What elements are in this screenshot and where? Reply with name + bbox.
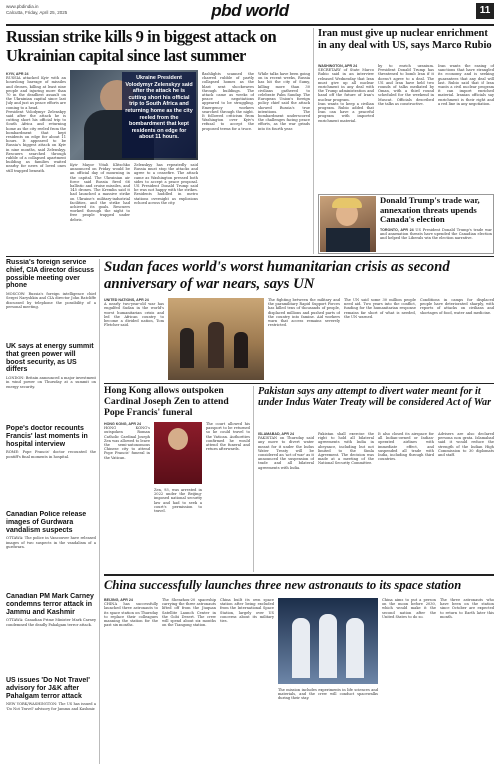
brief: Canadian PM Mark Carney condemns terror attack in Jammu and Kashmir OTTAWA: Canadian Prime Minister Mark Carney condemned the deadly Pahalgam terror attack. bbox=[6, 593, 96, 627]
pakistan-headline: Pakistan says any attempt to divert water meant for it under Indus Water Treaty will be considered Act of War bbox=[258, 386, 492, 409]
china-story-col5: China aims to put a person on the moon before 2030, which would make it the second nation after the United States to do so. bbox=[382, 598, 436, 619]
brief: Canadian Police release images of Gurdwara vandalism suspects OTTAWA: The police in Vancouver have released images of two suspects in the vandalism of a gurdwara. bbox=[6, 511, 96, 549]
pakistan-lede: PAKISTAN on Thursday said any move to divert water meant for it under the Indus Water Treaty will be considered an 'act of war' as it announced the suspension of trade and all bilateral agreements with India. bbox=[258, 436, 314, 470]
china-story-col4: The mission includes experiments in life sciences and materials, and the crew will conduct spacewalks during their stay. bbox=[278, 688, 378, 701]
sudan-lede: A nearly two-year-old war has engulfed Sudan in the world's worst humanitarian crisis and led the African country to become a divided nation, Tom Fletcher said. bbox=[104, 302, 164, 328]
trump-hair bbox=[332, 198, 362, 208]
page-number: 11 bbox=[476, 3, 494, 19]
sudan-story-col3: The UN said some 30 million people need aid. Two years into the conflict, funding for the humanitarian response remains far short of what is needed, the UN warned. bbox=[344, 298, 416, 319]
brief: Russia's foreign service chief, CIA director discuss possible meeting over phone MOSCOW: Russia's foreign intelligence chief Sergei Naryshkin and CIA director John Ratcliffe discussed by telephone the possibility of a personal meeting. bbox=[6, 259, 96, 309]
russia-lede: RUSSIA attacked Kyiv with an hourslong barrage of missiles and drones, killing at least nine people and injuring more than 70 in the deadliest assault on the Ukrainian capital since last July and just as peace efforts are coming to a head. bbox=[6, 76, 66, 110]
sudan-photo bbox=[168, 298, 264, 380]
china-story-col3: China built its own space station after being excluded from the International Space Station, largely over US concerns about its military ties. bbox=[220, 598, 274, 624]
russia-story-col2: Kyiv Mayor Vitali Klitschko announced on Friday would be an official day of mourning in the capital. The Ukrainian air force said Russia fired 66 ballistic and cruise missiles, and 145 drones. The Kremlin said it had launched a massive strike on Ukraine's military-industrial facilities, and the strike had achieved its goals. Rescuers worked through the night to free people trapped under debris. bbox=[70, 163, 130, 222]
russia-story-col4: flashlights scanned the charred rubble of partly collapsed homes as the blast sent shockwaves through buildings. The attack came as weeks of peace negotiations appeared to be struggling. Emergency workers searched through the night. It followed criticism from Washington over Kyiv's refusal to accept the proposed terms for a truce. bbox=[202, 72, 254, 131]
china-story-col6: The three astronauts who have been on the station since October are expected to return to Earth later this month. bbox=[440, 598, 494, 619]
russia-story-col3: Zelenskyy has repeatedly said Russia must stop the attacks and agree to a ceasefire. The attack came as Washington pressed both sides to accept a peace proposal. US President Donald Trump said he was not happy with the strikes. Residents huddled in metro stations overnight as explosions echoed across the city. bbox=[134, 163, 198, 205]
hongkong-story-col2: Zen, 93, was arrested in 2022 under the Beijing-imposed national security law and had to seek a court's permission to travel. bbox=[154, 488, 202, 514]
logo: pbd world bbox=[211, 1, 289, 20]
sudan-story-col4: Conditions in camps for displaced people have deteriorated sharply, with reports of attacks on civilians and shortages of food, water and medicine. bbox=[420, 298, 494, 315]
brief: Pope's doctor recounts Francis' last moments in hospital interview ROME: Pope Francis' doctor recounted the pontiff's final moments in hospital. bbox=[6, 425, 96, 459]
russia-story-col1: KYIV, APR 24 RUSSIA attacked Kyiv with an hourslong barrage of missiles and drones, killing at least nine people and injuring more than 70 in the deadliest assault on the Ukrainian capital since last July and just as peace efforts are coming to a head. President Volodymyr Zelenskyy said after the attack he is cutting short his official trip to South Africa and returning home as the city reeled from the bombardment that kept residents on edge for about 11 hours. It appeared to be Russia's biggest attack on Kyiv in nine months, said Zelenskyy. Rescuers searched through rubble of a collapsed apartment building as families waited nearby for news of loved ones still trapped beneath. bbox=[6, 72, 66, 173]
iran-headline: Iran must give up nuclear enrichment in any deal with US, says Marco Rubio bbox=[318, 28, 492, 51]
trump-photo bbox=[320, 196, 376, 252]
china-headline: China successfully launches three new astronauts to its space station bbox=[104, 578, 462, 592]
cardinal-zen-photo bbox=[154, 422, 202, 484]
hongkong-headline: Hong Kong allows outspoken Cardinal Joseph Zen to attend Pope Francis' funeral bbox=[104, 386, 229, 418]
astronaut-figure bbox=[346, 618, 364, 678]
person-figure bbox=[234, 332, 248, 368]
canada-story: TORONTO, APR 24 US President Donald Trump's trade war and annexation threats have upended the Canadian election and helped the Liberals win the election narrative. bbox=[380, 228, 492, 241]
hongkong-story-col1: HONG KONG, APR 24 HONG KONG's outspoken Roman Catholic Cardinal Joseph Zen was allowed to leave the semi-autonomous Chinese city to attend Pope Francis' funeral in the Vatican. bbox=[104, 422, 150, 460]
iran-story-col1: WASHINGTON, APR 24 SECRETARY of State Marco Rubio said in an interview released Wednesday that Iran must give up all nuclear enrichment in any deal with the Trump administration and hand off the future of Iran's nuclear program. Iran wants to keep a civilian program. Rubio added that Iran can have a peaceful program with imported enrichment material. bbox=[318, 64, 374, 123]
pakistan-story-col4: Advisers are also declared persona non grata. Islamabad said it would reduce the strength of the Indian High Commission to 30 diplomats and staff. bbox=[438, 432, 494, 458]
brief: US issues 'Do Not Travel' advisory for J&K after Pahalgam terror attack NEW YORK/WASHINGTON: The US has issued a 'Do Not Travel' advisory for Jammu and Kashmir. bbox=[6, 677, 96, 711]
website-url[interactable]: www.pbdindia.in bbox=[6, 4, 39, 9]
pakistan-story-col3: It also closed its airspace for all Indian-owned or Indian-operated airlines with immediate effect, and suspended all trade with India, including through third countries. bbox=[378, 432, 434, 462]
china-story-col1: BEIJING, APR 24 CHINA has successfully launched three astronauts to its space station on Thursday to replace their colleagues manning the station for the past six months. bbox=[104, 598, 158, 628]
hongkong-story-col3: The court allowed his passport to be returned so he could travel to the Vatican. Authorities confirmed he would attend the funeral and return afterwards. bbox=[206, 422, 250, 452]
person-head bbox=[168, 428, 188, 450]
china-story-col2: The Shenzhou-20 spaceship carrying the three astronauts lifted off from the Jiuquan Satellite Launch Center in the Gobi Desert. The crew will spend about six months on the Tiangong station. bbox=[162, 598, 216, 628]
sudan-headline: Sudan faces world's worst humanitarian crisis as second anniversary of war nears, says UN bbox=[104, 259, 450, 292]
pullquote: Ukraine President Volodymyr Zelenskyy said after the attack he is cutting short his official trip to South Africa and returning home as the city reeled from the bombardment that kept residents on edge for about 11 hours. bbox=[122, 72, 196, 158]
sudan-story-col2: The fighting between the military and the paramilitary Rapid Support Forces has killed tens of thousands of people, displaced millions and pushed parts of the country into famine. Aid workers warn that access remains severely restricted. bbox=[268, 298, 340, 328]
person-figure bbox=[208, 322, 224, 368]
russia-headline: Russian strike kills 9 in biggest attack on Ukrainian capital since last summer bbox=[6, 28, 277, 65]
person-figure bbox=[180, 328, 194, 368]
astronaut-figure bbox=[292, 618, 310, 678]
iran-story-col2: by to enrich uranium. President Donald Trump has threatened to bomb Iran if it doesn't agree to a deal. The US and Iran have held two rounds of talks mediated by Oman, with a third round scheduled for the weekend in Muscat. Officials described the talks as constructive. bbox=[378, 64, 434, 106]
brief: UK says at energy summit that green power will boost security, as US differs LONDON: Britain announced a major investment in wind power on Thursday at a summit on energy security. bbox=[6, 343, 96, 389]
pakistan-story-col1: ISLAMABAD, APR 24 PAKISTAN on Thursday said any move to divert water meant for it under the Indus Water Treaty will be considered an 'act of war' as it announced the suspension of trade and all bilateral agreements with India. bbox=[258, 432, 314, 470]
astronauts-photo bbox=[278, 598, 378, 684]
sudan-story-col1: UNITED NATIONS, APR 24 A nearly two-year-old war has engulfed Sudan in the world's worst humanitarian crisis and led the African country to become a divided nation, Tom Fletcher said. bbox=[104, 298, 164, 328]
canada-headline: Donald Trump's trade war, annexation threats upends Canada's election bbox=[380, 196, 480, 225]
date-line: Calcutta, Friday, April 25, 2025 bbox=[6, 10, 68, 15]
pakistan-story-col2: Pakistan shall exercise the right to hold all bilateral agreements with India in abeyance, including but not limited to the Simla Agreement. The decision was made at a meeting of the National Security Committee. bbox=[318, 432, 374, 466]
astronaut-figure bbox=[319, 614, 337, 678]
trump-suit bbox=[326, 228, 370, 252]
iran-story-col3: Iran wants the easing of sanctions that have strangled its economy and is seeking guarantees that any deal will last. Rubio said that if Iran wants a civil nuclear program it can import enriched material. Iranian officials say enrichment is their right and a red line in any negotiation. bbox=[438, 64, 494, 106]
russia-story-col5: While talks have been going on in recent weeks, Russia has hit the city of Sumy, killing more than 30 civilians gathered to celebrate Palm Sunday. The European Union's foreign policy chief said the attack showed Russia's true intentions. The bombardment underscored the challenges facing peace efforts, as the war grinds into its fourth year. bbox=[258, 72, 310, 131]
iran-lede: SECRETARY of State Marco Rubio said in an interview released Wednesday that Iran must give up all nuclear enrichment in any deal with the Trump administration and hand off the future of Iran's nuclear program. bbox=[318, 68, 374, 102]
china-lede: CHINA has successfully launched three astronauts to its space station on Thursday to replace their colleagues manning the station for the past six months. bbox=[104, 602, 158, 628]
left-briefs bbox=[6, 259, 96, 764]
hongkong-lede: HONG KONG's outspoken Roman Catholic Cardinal Joseph Zen was allowed to leave the semi-autonomous Chinese city to attend Pope Francis' funeral in the Vatican. bbox=[104, 426, 150, 460]
